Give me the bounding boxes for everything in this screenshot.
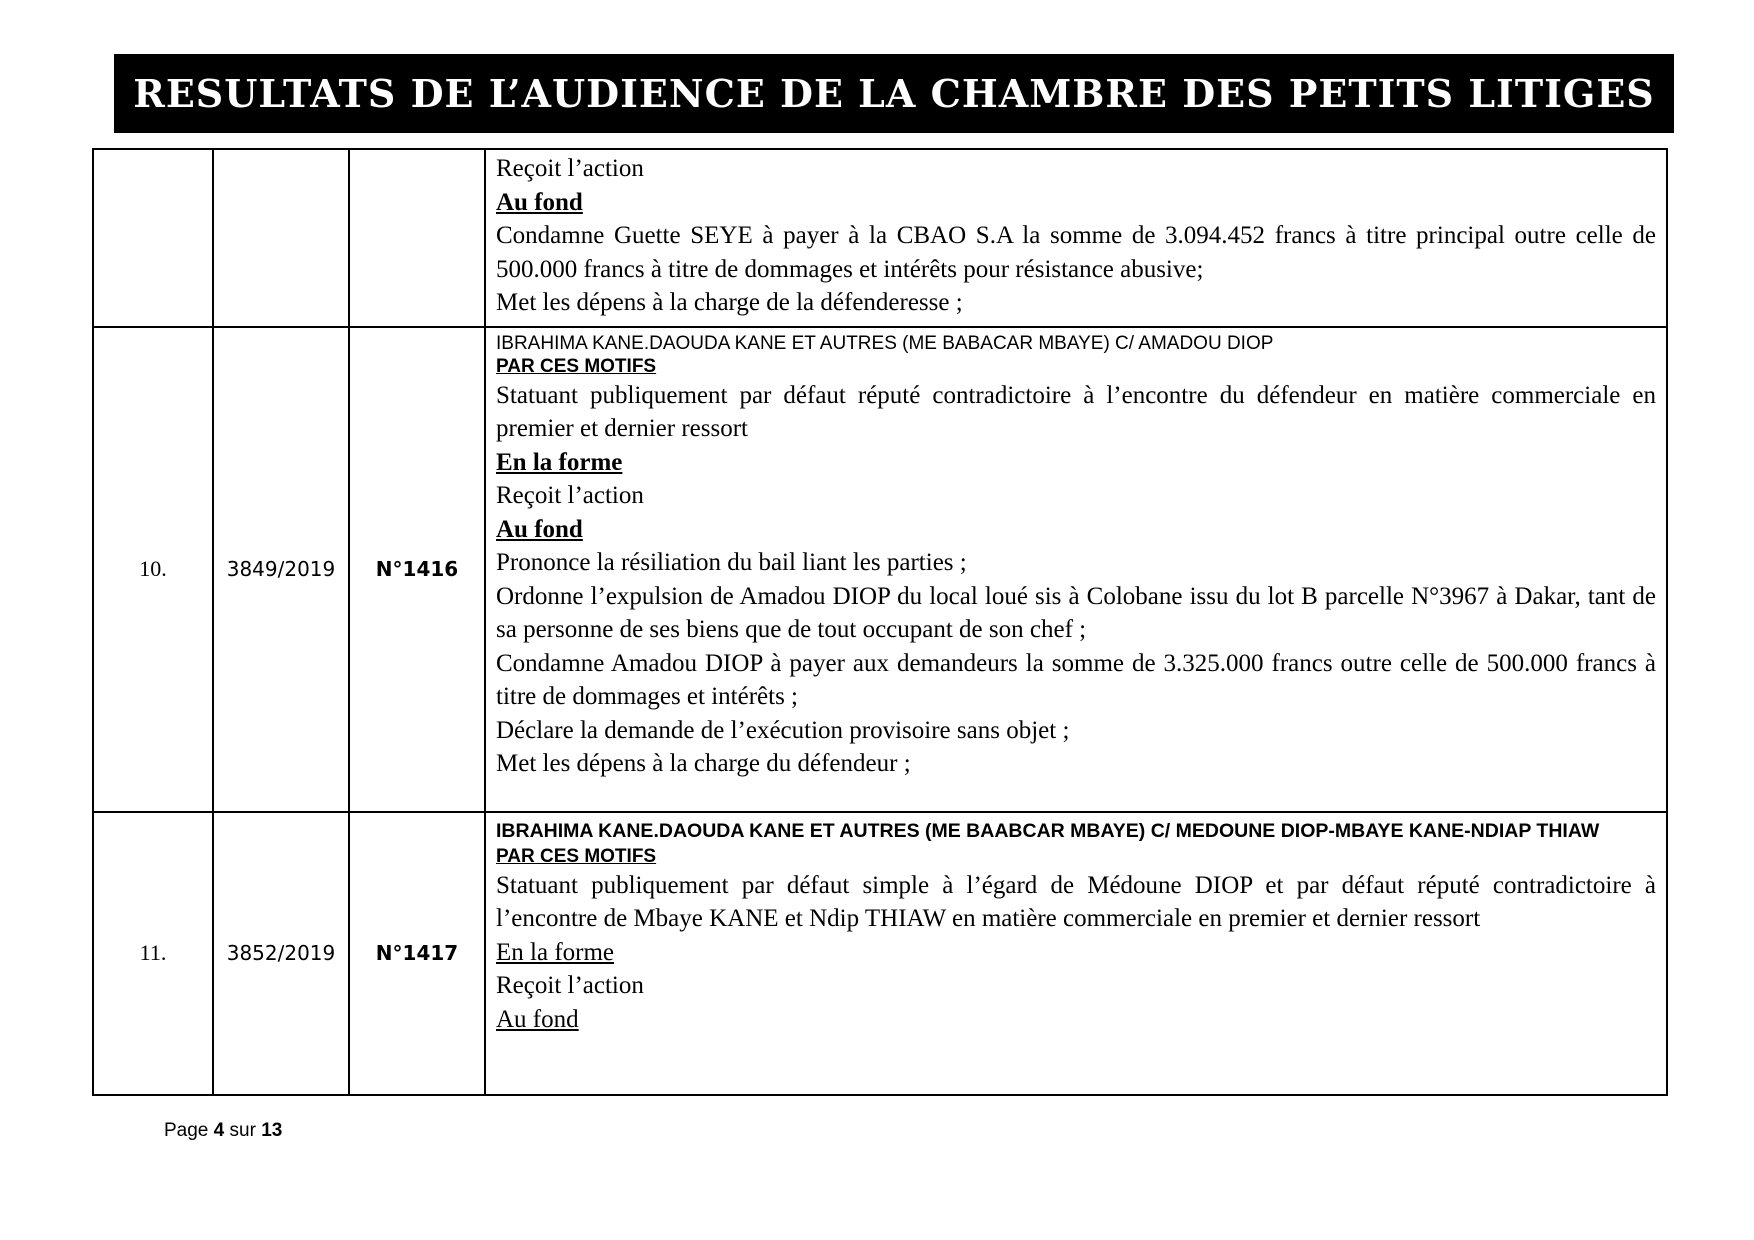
- decision-line: Ordonne l’expulsion de Amadou DIOP du local loué sis à Colobane issu du lot B parcelle N°3967 à Dakar, tant de sa personne de ses biens que de tout occupant de son chef ;: [496, 582, 1656, 643]
- decision-text: [485, 149, 1667, 327]
- section-heading-au-fond: Au fond: [496, 188, 583, 216]
- section-heading-en-la-forme: En la forme: [496, 448, 623, 476]
- decision-line: Met les dépens à la charge de la défenderesse ;: [496, 289, 963, 316]
- page-total-number: 13: [261, 1120, 283, 1141]
- table-row: [93, 327, 1667, 812]
- table-row: [93, 149, 1667, 327]
- decision-number: N°1416: [349, 327, 485, 812]
- decision-text: [485, 812, 1667, 1095]
- decision-line: Condamne Amadou DIOP à payer aux demandeurs la somme de 3.325.000 francs outre celle de 500.000 francs à titre de dommages et intérêts ;: [496, 649, 1656, 710]
- row-number: 11.: [93, 812, 213, 1095]
- decision-number: [349, 149, 485, 327]
- section-heading-au-fond: Au fond: [496, 515, 583, 543]
- case-rg-number: 3852/2019: [213, 812, 349, 1095]
- results-table: [92, 148, 1668, 1096]
- decision-line: Reçoit l’action: [496, 972, 644, 999]
- section-heading-au-fond: Au fond: [496, 1005, 579, 1033]
- decision-line: Reçoit l’action: [496, 155, 644, 182]
- decision-line: Reçoit l’action: [496, 482, 644, 509]
- page-label: Page: [164, 1120, 209, 1141]
- decision-line: Statuant publiquement par défaut simple à l’égard de Médoune DIOP et par défaut réputé contradictoire à l’encontre de Mbaye KANE et Ndip THIAW en matière commerciale en premier et dernier ressort: [496, 871, 1656, 932]
- row-number: [93, 149, 213, 327]
- decision-line: Statuant publiquement par défaut réputé contradictoire à l’encontre du défendeur en matière commerciale en premier et dernier ressort: [496, 381, 1656, 442]
- decision-line: Met les dépens à la charge du défendeur ;: [496, 750, 911, 777]
- page-title: RESULTATS DE L’AUDIENCE DE LA CHAMBRE DES PETITS LITIGES: [133, 71, 1655, 116]
- page-current-number: 4: [213, 1120, 225, 1141]
- case-parties: IBRAHIMA KANE.DAOUDA KANE ET AUTRES (ME BAABCAR MBAYE) C/ MEDOUNE DIOP-MBAYE KANE-NDIAP THIAW: [496, 819, 1600, 842]
- decision-text: [485, 327, 1667, 812]
- page-footer: [164, 1120, 282, 1142]
- page-header-banner: [114, 54, 1674, 133]
- section-heading-en-la-forme: En la forme: [496, 938, 615, 966]
- case-parties: IBRAHIMA KANE.DAOUDA KANE ET AUTRES (ME BABACAR MBAYE) C/ AMADOU DIOP: [496, 332, 1274, 354]
- page-of-label: sur: [229, 1120, 256, 1141]
- motifs-heading: PAR CES MOTIFS: [496, 845, 657, 867]
- decision-number: N°1417: [349, 812, 485, 1095]
- row-number: 10.: [93, 327, 213, 812]
- decision-line: Condamne Guette SEYE à payer à la CBAO S.A la somme de 3.094.452 francs à titre principal outre celle de 500.000 francs à titre de dommages et intérêts pour résistance abusive;: [496, 222, 1656, 283]
- case-rg-number: [213, 149, 349, 327]
- decision-line: Déclare la demande de l’exécution provisoire sans objet ;: [496, 716, 1070, 744]
- table-row: [93, 812, 1667, 1095]
- case-rg-number: 3849/2019: [213, 327, 349, 812]
- motifs-heading: PAR CES MOTIFS: [496, 355, 657, 377]
- decision-line: Prononce la résiliation du bail liant les parties ;: [496, 549, 967, 576]
